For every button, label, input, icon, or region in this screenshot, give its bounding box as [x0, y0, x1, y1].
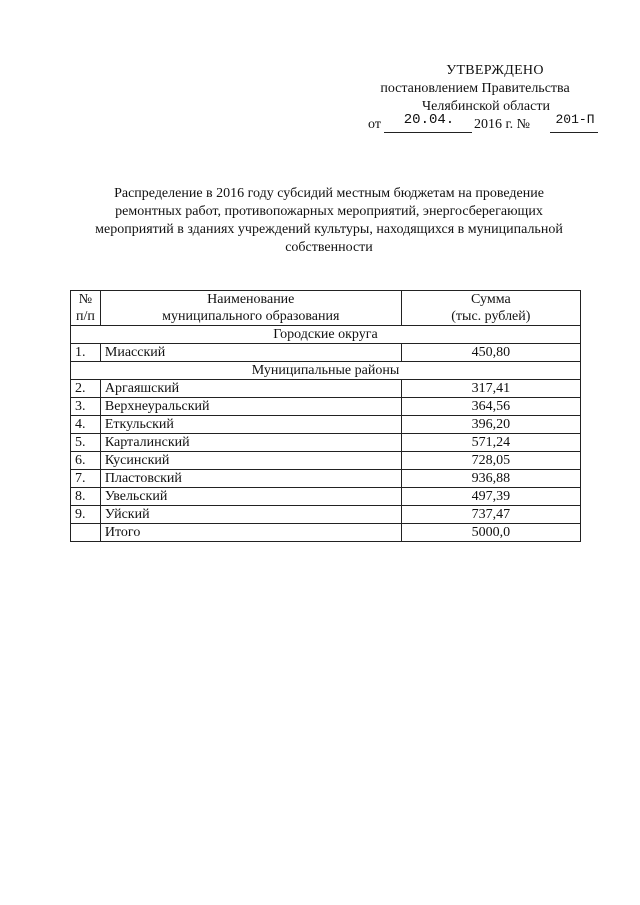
section-row	[71, 326, 581, 344]
section-row	[71, 362, 581, 380]
approval-block	[360, 62, 595, 134]
row-name: Уйский	[100, 506, 401, 524]
table-row	[71, 488, 581, 506]
row-name: Еткульский	[100, 416, 401, 434]
row-sum: 317,41	[401, 380, 580, 398]
row-number: 8.	[71, 488, 101, 506]
document-heading	[60, 185, 598, 257]
row-number: 3.	[71, 398, 101, 416]
header-name-line-2: муниципального образования	[162, 309, 340, 324]
row-number: 6.	[71, 452, 101, 470]
year-label: 2016 г. №	[474, 117, 531, 132]
row-sum: 936,88	[401, 470, 580, 488]
header-sum	[401, 291, 580, 326]
header-number	[71, 291, 101, 326]
row-sum: 497,39	[401, 488, 580, 506]
table-row	[71, 398, 581, 416]
section-municipal-districts: Муниципальные районы	[71, 362, 581, 380]
table-header-row	[71, 291, 581, 326]
row-name: Увельский	[100, 488, 401, 506]
table-row	[71, 344, 581, 362]
row-sum: 737,47	[401, 506, 580, 524]
header-sum-line-2: (тыс. рублей)	[451, 309, 531, 324]
row-name: Кусинский	[100, 452, 401, 470]
row-sum: 450,80	[401, 344, 580, 362]
heading-line-4: собственности	[285, 240, 373, 255]
row-sum: 396,20	[401, 416, 580, 434]
row-number: 4.	[71, 416, 101, 434]
from-label: от	[368, 117, 381, 132]
section-city-districts: Городские округа	[71, 326, 581, 344]
table-row	[71, 452, 581, 470]
header-number-line-2: п/п	[76, 309, 95, 324]
header-number-line-1: №	[78, 292, 93, 307]
approval-number: 201-П	[555, 112, 595, 127]
heading-line-3: мероприятий в зданиях учреждений культуры, находящихся в муниципальной	[95, 222, 563, 237]
number-underline	[550, 132, 598, 133]
total-row	[71, 524, 581, 542]
row-sum: 728,05	[401, 452, 580, 470]
approval-line-2: Челябинской области	[422, 99, 550, 114]
total-label: Итого	[100, 524, 401, 542]
header-name	[100, 291, 401, 326]
row-name: Пластовский	[100, 470, 401, 488]
subsidy-table	[70, 290, 581, 542]
row-number: 5.	[71, 434, 101, 452]
row-number: 9.	[71, 506, 101, 524]
row-name: Миасский	[100, 344, 401, 362]
table-row	[71, 470, 581, 488]
row-name: Аргаяшский	[100, 380, 401, 398]
header-name-line-1: Наименование	[207, 292, 295, 307]
row-number: 7.	[71, 470, 101, 488]
approval-date: 20.04.	[403, 112, 455, 128]
row-sum: 364,56	[401, 398, 580, 416]
heading-line-1: Распределение в 2016 году субсидий местным бюджетам на проведение	[114, 186, 544, 201]
date-underline	[384, 132, 472, 133]
total-number	[71, 524, 101, 542]
approval-line-1: постановлением Правительства	[380, 81, 570, 96]
row-number: 2.	[71, 380, 101, 398]
table-row	[71, 416, 581, 434]
approval-date-line	[360, 112, 595, 134]
row-name: Верхнеуральский	[100, 398, 401, 416]
approval-title: УТВЕРЖДЕНО	[446, 63, 544, 78]
row-number: 1.	[71, 344, 101, 362]
table-row	[71, 380, 581, 398]
heading-line-2: ремонтных работ, противопожарных мероприятий, энергосберегающих	[115, 204, 543, 219]
table-row	[71, 506, 581, 524]
total-sum: 5000,0	[401, 524, 580, 542]
row-sum: 571,24	[401, 434, 580, 452]
row-name: Карталинский	[100, 434, 401, 452]
header-sum-line-1: Сумма	[471, 292, 511, 307]
table-row	[71, 434, 581, 452]
